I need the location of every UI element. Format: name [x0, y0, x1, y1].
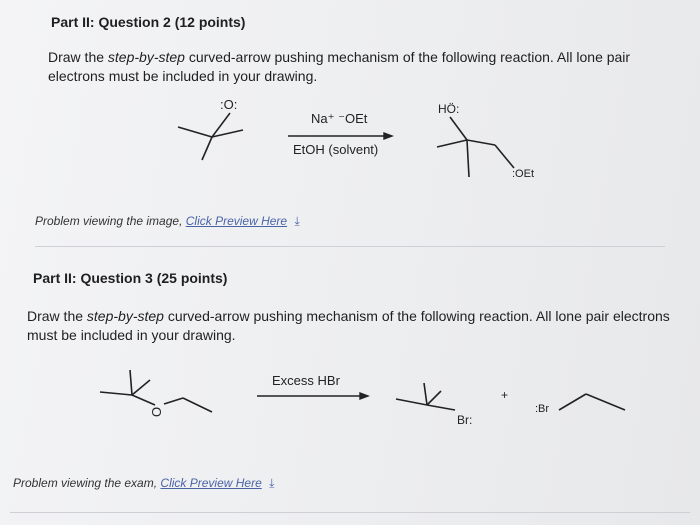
download-icon[interactable]: ⤓ — [294, 214, 300, 228]
q2-title: Part II: Question 2 (12 points) — [51, 14, 246, 30]
q3-reactant-oxygen: O — [149, 406, 164, 417]
q2-instructions-em: step-by-step — [107, 49, 185, 65]
q2-instructions-post: curved-arrow pushing mechanism of the following reaction. All lone pair electrons must be included in your drawing. — [48, 49, 631, 84]
section-divider — [35, 246, 665, 247]
q3-preview-link[interactable]: Click Preview Here — [160, 476, 262, 490]
q3-preview-note — [13, 476, 274, 491]
q3-reactant — [100, 370, 212, 412]
q2-reagent-base: Na⁺ ⁻OEt — [311, 111, 368, 126]
q3-product-1 — [396, 383, 455, 410]
q3-instructions — [27, 307, 677, 345]
q2-note-text: Problem viewing the image, — [35, 214, 183, 228]
q3-title: Part II: Question 3 (25 points) — [33, 270, 228, 286]
q3-product-2 — [559, 394, 625, 410]
q3-instructions-pre: Draw the — [27, 308, 87, 324]
q3-instructions-post: curved-arrow pushing mechanism of the following reaction. All lone pair electrons must be included in your drawing. — [27, 308, 670, 343]
q2-reagent-solvent: EtOH (solvent) — [293, 142, 379, 157]
q2-preview-link[interactable]: Click Preview Here — [185, 214, 288, 228]
q2-instructions-pre: Draw the — [48, 49, 108, 65]
q2-product — [437, 117, 514, 177]
q2-reaction-arrow — [288, 133, 392, 139]
q3-product-2-bromine: :Br — [535, 403, 550, 415]
q2-preview-note — [35, 214, 300, 229]
q3-note-text: Problem viewing the exam, — [13, 476, 158, 490]
q2-product-hydroxyl: HÖ: — [438, 102, 460, 116]
q3-reaction-arrow — [257, 393, 368, 399]
download-icon[interactable]: ⤓ — [269, 476, 275, 490]
q2-reactant — [178, 113, 243, 160]
q3-plus-sign: + — [501, 388, 509, 402]
q2-product-ethoxy: :OEt — [512, 168, 535, 180]
q3-reagent: Excess HBr — [272, 373, 340, 388]
q3-instructions-em: step-by-step — [86, 308, 164, 324]
q2-reactant-oxygen: :O: — [220, 97, 238, 112]
q3-product-1-bromine: Br: — [457, 413, 473, 427]
bottom-divider — [10, 512, 690, 513]
